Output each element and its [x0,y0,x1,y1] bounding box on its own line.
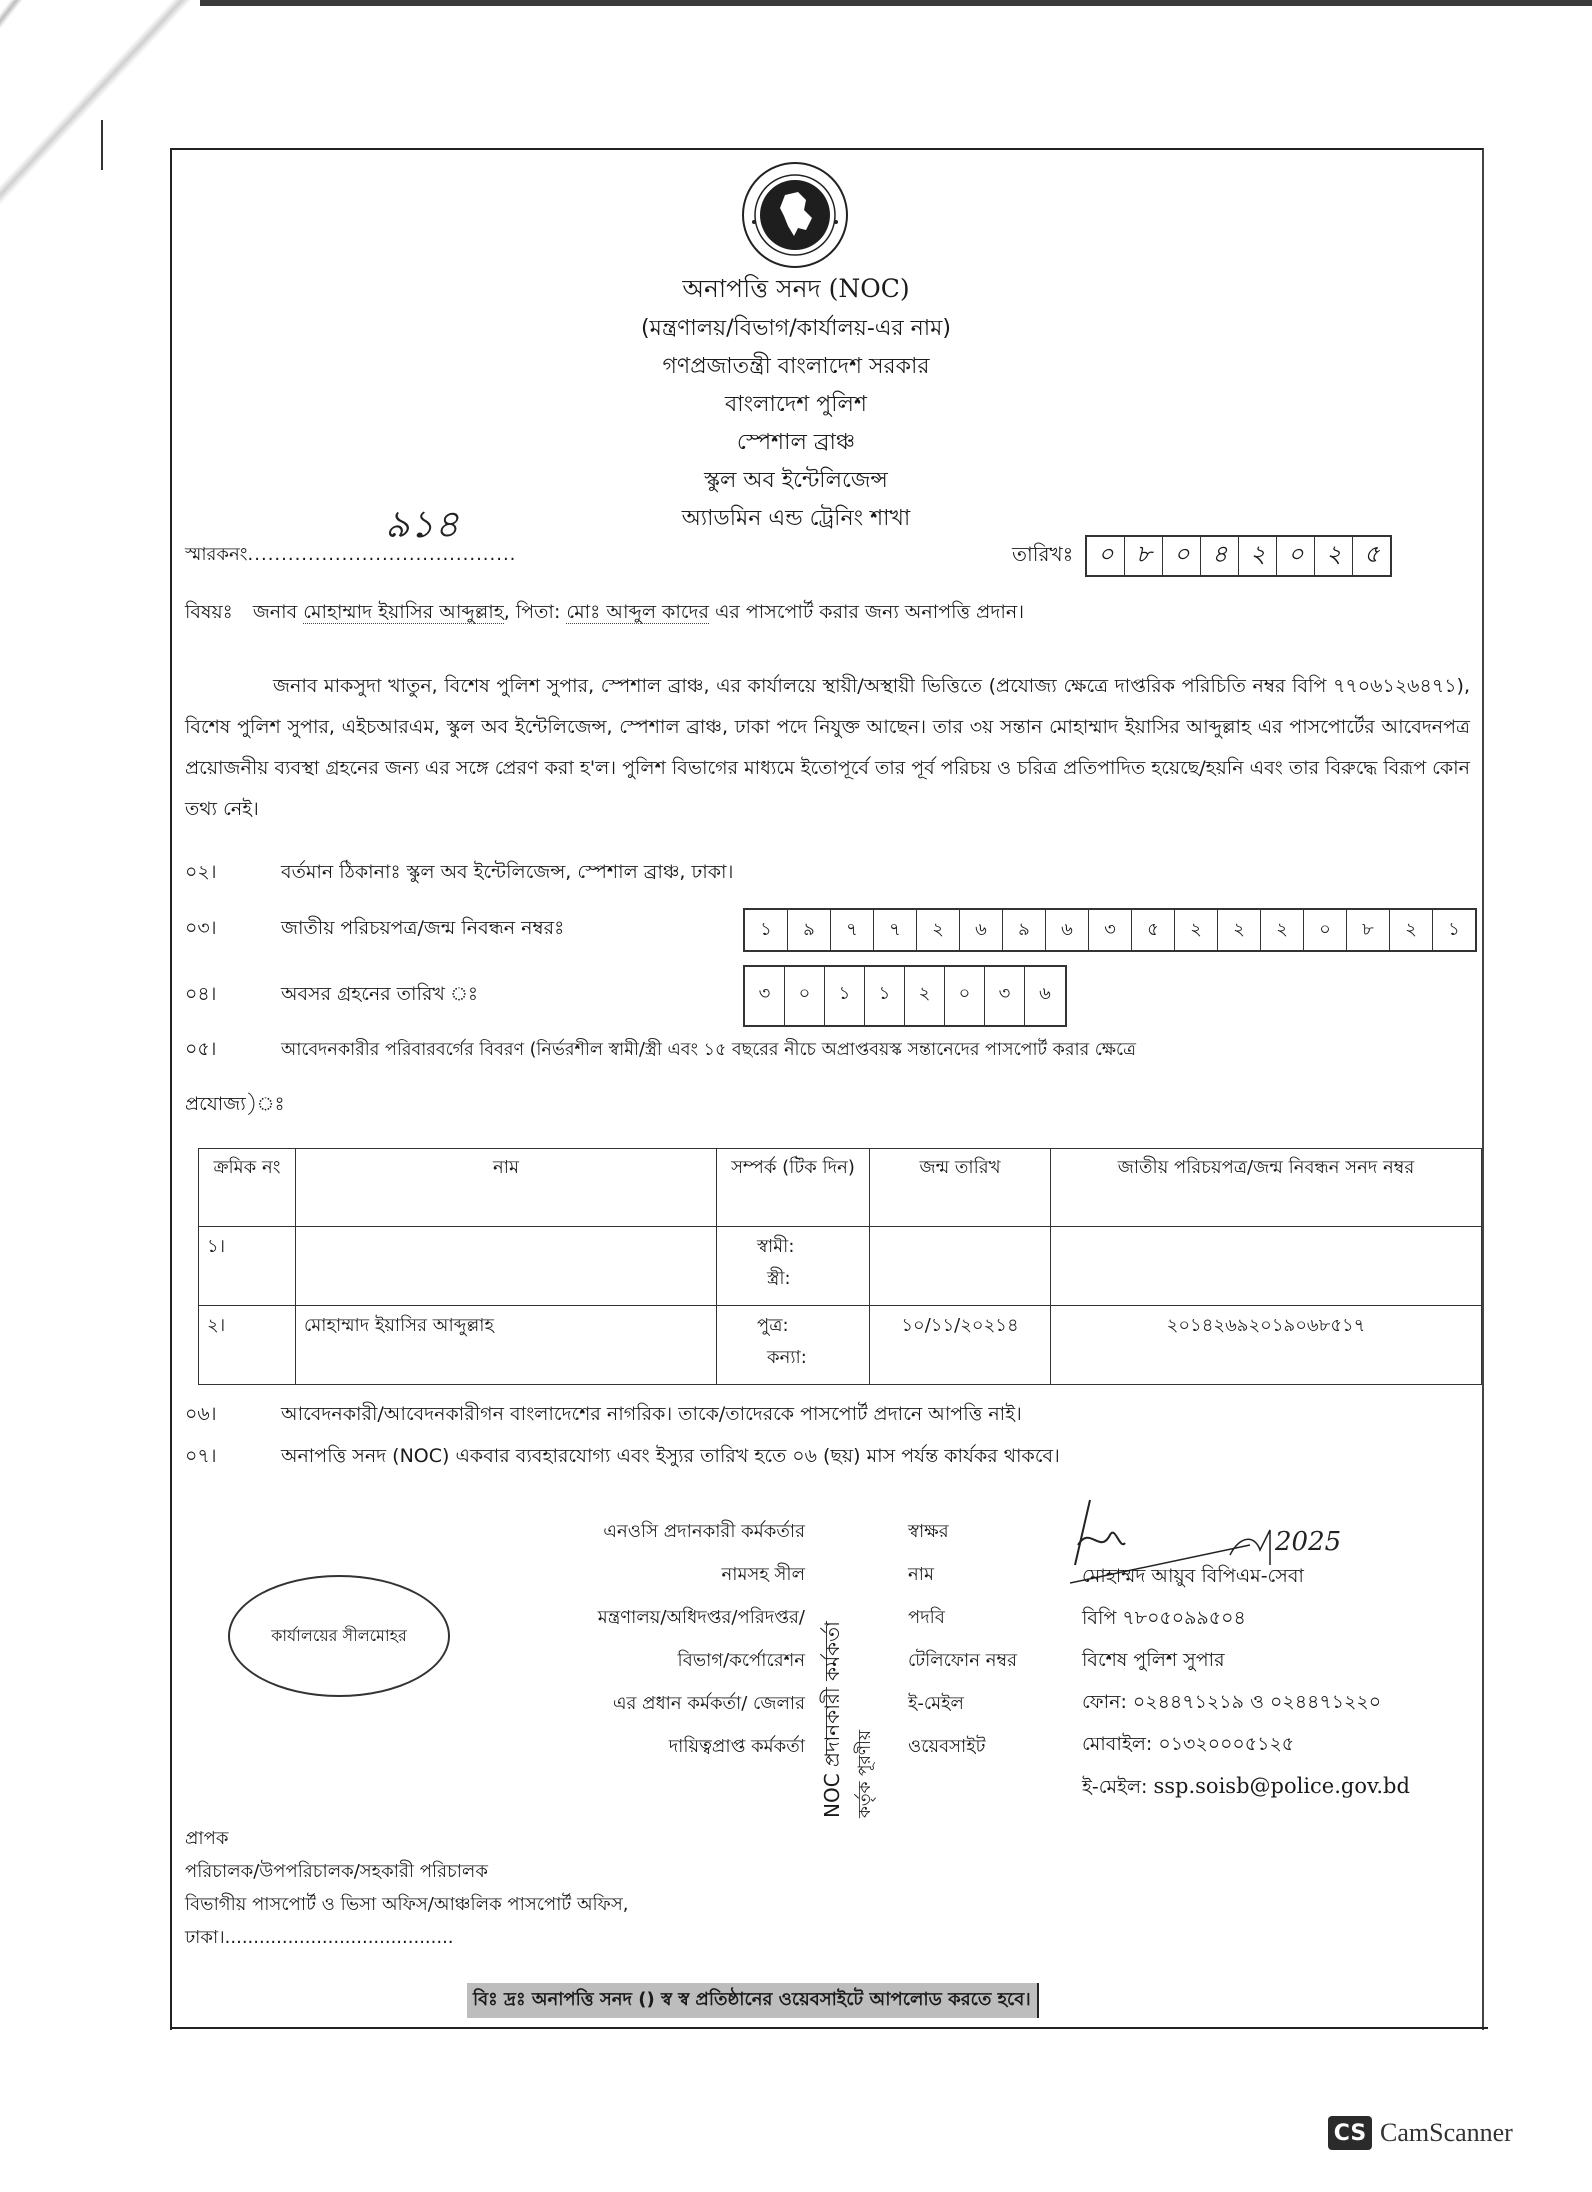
field-label-signature: স্বাক্ষর [908,1521,949,1542]
email-label: ই-মেইল: [1082,1776,1154,1798]
retirement-digit: ৬ [1039,983,1051,1004]
date-digit: ২ [1239,537,1277,575]
item-text: জাতীয় পরিচয়পত্র/জন্ম নিবন্ধন নম্বরঃ [281,917,565,939]
date-boxes [1085,535,1392,577]
svg-text:2025: 2025 [1275,1527,1342,1557]
relation-option: পুত্র: [757,1315,789,1336]
header-line-ministry: (মন্ত্রণালয়/বিভাগ/কার্যালয়-এর নাম) [641,316,951,341]
nid-digit: ৯ [1003,910,1046,950]
date-digit: ৪ [1201,537,1239,575]
officer-details [1082,1555,1410,1807]
retirement-digit: ০ [945,967,985,1025]
cell-relation [717,1227,870,1306]
issuer-label: বিভাগ/কর্পোরেশন [677,1650,805,1671]
nid-digit: ৭ [874,910,917,950]
cell-dob [870,1227,1051,1306]
camscanner-logo-icon: CS [1328,2116,1372,2150]
nid-digit: ৬ [960,910,1003,950]
subject-line [185,598,1024,630]
date-digit: ২ [1315,537,1353,575]
item-text: প্রযোজ্য)ঃ [185,1093,285,1115]
footnote-banner: বিঃ দ্রঃ অনাপত্তি সনদ () স্ব স্ব প্রতিষ্ঠানের ওয়েবসাইটে আপলোড করতে হবে। [467,1983,1039,2018]
field-label-email: ই-মেইল [908,1693,964,1714]
item-05-continued [185,1090,285,1122]
item-number: ০৪। [185,983,217,1005]
col-serial: ক্রমিক নং [199,1149,296,1227]
nid-digit: ১ [745,910,788,950]
item-03 [185,914,564,946]
item-text: অনাপত্তি সনদ (NOC) একবার ব্যবহারযোগ্য এবং ইস্যুর তারিখ হতে ০৬ (ছয়) মাস পর্যন্ত কার্যকর থাকবে। [281,1445,1060,1467]
retirement-digit: ২ [905,967,945,1025]
recipient-line: পরিচালক/উপপরিচালক/সহকারী পরিচালক [185,1861,488,1882]
camscanner-text: CamScanner [1380,2118,1513,2147]
cell-serial: ২। [199,1306,296,1385]
item-07 [185,1442,1060,1474]
date-digit: ৫ [1364,540,1380,568]
memo-number-row [185,540,516,571]
nid-digit: ২ [1390,910,1433,950]
nid-digit: ৭ [831,910,874,950]
item-06 [185,1400,1022,1432]
subject-prefix: জনাব [252,601,304,623]
item-text: বর্তমান ঠিকানাঃ স্কুল অব ইন্টেলিজেন্স, স্পেশাল ব্রাঞ্চ, ঢাকা। [281,861,734,883]
retirement-digit: ১ [825,967,865,1025]
father-prefix: , পিতা: [503,601,567,623]
item-number: ০৭। [185,1445,217,1467]
vertical-label-fill: কর্তৃক পূরণীয় [855,1730,875,1818]
officer-email: ssp.soisb@police.gov.bd [1153,1774,1410,1798]
item-text: আবেদনকারী/আবেদনকারীগন বাংলাদেশের নাগরিক। তাকে/তাদেরকে পাসপোর্ট প্রদানে আপত্তি নাই। [281,1403,1022,1425]
nid-digit: ৯ [788,910,831,950]
table-row [199,1306,1482,1385]
recipient-line: বিভাগীয় পাসপোর্ট ও ভিসা অফিস/আঞ্চলিক পাসপোর্ট অফিস, [185,1894,629,1915]
issuer-label: নামসহ সীল [721,1564,805,1585]
officer-bp-number: বিপি ৭৮০৫০৯৯৫০৪ [1082,1607,1246,1629]
date-digit: ০ [1277,537,1315,575]
issuer-label: এনওসি প্রদানকারী কর্মকর্তার [603,1521,805,1542]
document-title: অনাপত্তি সনদ (NOC) [682,274,910,303]
field-label-website: ওয়েবসাইট [908,1736,986,1757]
col-dob: জন্ম তারিখ [870,1149,1051,1227]
date-digit: ০ [1163,537,1201,575]
item-number: ০৩। [185,917,217,939]
header-line-police: বাংলাদেশ পুলিশ [725,392,867,417]
header-line-branch: স্পেশাল ব্রাঞ্চ [736,430,856,455]
table-header-row [199,1149,1482,1227]
retirement-date-boxes [743,965,1067,1027]
memo-dots: ........................................ [247,544,517,565]
field-label-designation: পদবি [908,1607,945,1628]
retirement-digit: ০ [785,967,825,1025]
header-line-section: অ্যাডমিন এন্ড ট্রেনিং শাখা [681,506,911,531]
nid-digit: ২ [917,910,960,950]
cell-id-number [1051,1227,1482,1306]
subject-label: বিষয়ঃ [185,601,233,623]
cell-serial: ১। [199,1227,296,1306]
date-label: তারিখঃ [1012,541,1074,566]
nid-digit: ৮ [1347,910,1390,950]
col-id-number: জাতীয় পরিচয়পত্র/জন্ম নিবন্ধন সনদ নম্বর [1051,1149,1482,1227]
scan-edge-shadow [200,0,1592,6]
nid-number-boxes [743,908,1477,952]
issuer-label: এর প্রধান কর্মকর্তা/ জেলার [612,1693,805,1714]
body-paragraph [185,666,1470,830]
date-row [1012,535,1392,577]
nid-digit: ৫ [1132,910,1175,950]
officer-mobile: মোবাইল: ০১৩২০০০৫১২৫ [1082,1733,1295,1755]
item-number: ০২। [185,861,217,883]
nid-digit: ০ [1304,910,1347,950]
memo-handwritten-number: ৯১৪ [385,502,459,546]
col-name: নাম [296,1149,717,1227]
nid-digit: ৩ [1089,910,1132,950]
nid-digit: ২ [1175,910,1218,950]
document-header [0,268,1592,538]
issuer-label: মন্ত্রণালয়/অধিদপ্তর/পরিদপ্তর/ [597,1607,805,1628]
item-04 [185,980,478,1012]
table-row [199,1227,1482,1306]
officer-phone: ফোন: ০২৪৪৭১২১৯ ও ০২৪৪৭১২২০ [1082,1691,1382,1713]
family-table [198,1148,1482,1385]
scan-mark [101,120,103,170]
body-text: জনাব মাকসুদা খাতুন, বিশেষ পুলিশ সুপার, স্পেশাল ব্রাঞ্চ, এর কার্যালয়ে স্থায়ী/অস্থায়ী ভিত্তিতে (প্রযোজ্য ক্ষেত্রে দাপ্তরিক পরিচিতি নম্বর বিপি ৭৭০৬১২৬৪৭১), বিশেষ পুলিশ সুপার, এইচআরএম, স্কুল অব ইন্টেলিজেন্স, স্পেশাল ব্রাঞ্চ, ঢাকা পদে নিযুক্ত আছেন। তার ৩য় সন্তান মোহাম্মাদ ইয়াসির আব্দুল্লাহ এর পাসপোর্টের আবেদনপত্র প্রয়োজনীয় ব্যবস্থা গ্রহনের জন্য এর সঙ্গে প্রেরণ করা হ'ল। পুলিশ বিভাগের মাধ্যমে ইতোপূর্বে তার পূর্ব পরিচয় ও চরিত্র প্রতিপাদিত হয়েছে/হয়নি এবং তার বিরুদ্ধে বিরূপ কোন তথ্য নেই। [185,675,1470,820]
bangladesh-government-emblem-icon [740,160,850,270]
relation-option: স্ত্রী: [767,1268,791,1289]
seal-label: কার্যালয়ের সীলমোহর [271,1625,407,1645]
field-label-telephone: টেলিফোন নম্বর [908,1650,1017,1671]
issuer-labels [520,1510,805,1768]
nid-digit: ৬ [1046,910,1089,950]
item-number: ০৫। [185,1038,217,1060]
field-label-name: নাম [908,1564,934,1585]
nid-digit: ২ [1261,910,1304,950]
relation-option: কন্যা: [767,1347,807,1368]
father-name: মোঃ আব্দুল কাদের [566,601,709,623]
retirement-digit: ১ [865,967,905,1025]
relation-option: স্বামী: [757,1236,795,1257]
cell-dob: ১০/১১/২০২১৪ [870,1306,1051,1385]
nid-digit: ২ [1218,910,1261,950]
retirement-digit: ৩ [745,967,785,1025]
item-number: ০৬। [185,1403,217,1425]
cell-relation [717,1306,870,1385]
item-text: আবেদনকারীর পরিবারবর্গের বিবরণ (নির্ভরশীল স্বামী/স্ত্রী এবং ১৫ বছরের নীচে অপ্রাপ্তবয়স্ক সন্তানেদের পাসপোর্ট করার ক্ষেত্রে [281,1040,1136,1060]
cell-name: মোহাম্মাদ ইয়াসির আব্দুল্লাহ [296,1306,717,1385]
col-relation: সম্পর্ক (টিক দিন) [717,1149,870,1227]
header-line-government: গণপ্রজাতন্ত্রী বাংলাদেশ সরকার [662,354,930,379]
officer-name: মোহাম্মদ আয়ুব বিপিএম-সেবা [1082,1565,1304,1587]
applicant-name: মোহাম্মাদ ইয়াসির আব্দুল্লাহ [303,601,504,623]
recipient-block [185,1822,628,1954]
retirement-digit: ৩ [985,967,1025,1025]
nid-digit: ১ [1448,918,1460,940]
document-frame-bottom [170,2027,1488,2029]
date-digit: ৮ [1125,537,1163,575]
recipient-label: প্রাপক [185,1828,229,1849]
issuer-label: দায়িত্বপ্রাপ্ত কর্মকর্তা [668,1736,805,1757]
memo-label: স্মারকনং [185,544,248,565]
cell-id-number: ২০১৪২৬৯২০১৯০৬৮৫১৭ [1051,1306,1482,1385]
cell-name [296,1227,717,1306]
office-seal-placeholder [228,1575,450,1697]
header-line-school: স্কুল অব ইন্টেলিজেন্স [704,468,888,493]
recipient-line: ঢাকা।........................................ [185,1927,454,1948]
signature-field-labels [908,1510,1017,1768]
item-05 [185,1035,1475,1067]
officer-email-row [1082,1765,1410,1807]
subject-suffix: এর পাসপোর্ট করার জন্য অনাপত্তি প্রদান। [708,601,1024,623]
vertical-label-issuer: NOC প্রদানকারী কর্মকর্তা [820,1621,844,1818]
date-digit: ০ [1087,537,1125,575]
camscanner-watermark [1328,2116,1513,2150]
item-text: অবসর গ্রহনের তারিখ ঃ [281,983,479,1005]
officer-designation: বিশেষ পুলিশ সুপার [1082,1649,1225,1671]
item-02 [185,858,733,890]
